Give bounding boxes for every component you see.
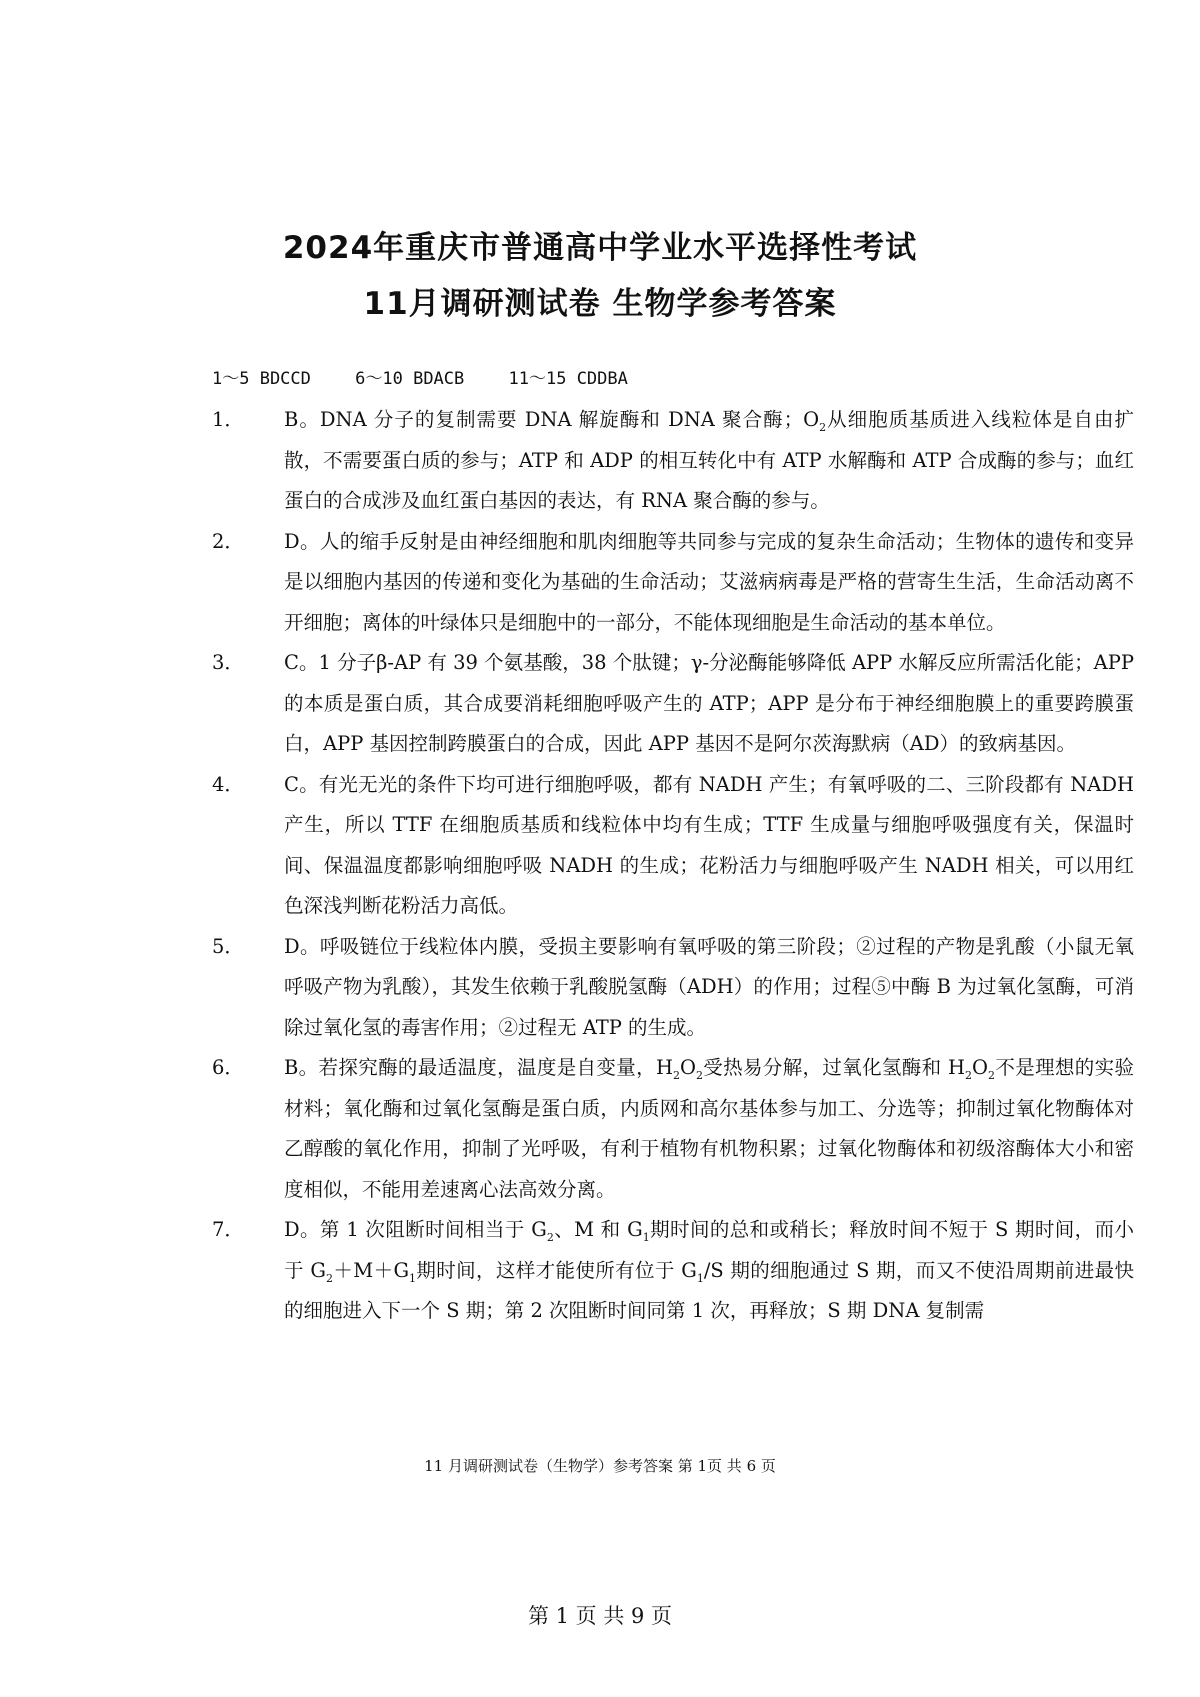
answer-item-number: 2． xyxy=(212,529,244,553)
answer-item-number: 7． xyxy=(212,1218,244,1241)
answer-item-number: 6． xyxy=(212,1056,244,1079)
answer-item xyxy=(212,400,1134,522)
answer-item-number: 1． xyxy=(212,408,244,431)
answer-item-text: D。呼吸链位于线粒体内膜，受损主要影响有氧呼吸的第三阶段；②过程的产物是乳酸（小鼠无氧呼吸产物为乳酸），其发生依赖于乳酸脱氢酶（ADH）的作用；过程⑤中酶 B 为过氧化氢酶，可消除过氧化氢的毒害作用；②过程无 ATP 的生成。 xyxy=(284,934,1134,1039)
answer-explanations xyxy=(212,400,1134,1332)
answer-item-text: D。第 1 次阻断时间相当于 $G_2$、M 和 $G_1$期时间的总和或稍长；释放时间不短于 S 期时间，而小于 $G_2+M+G_1$期时间，这样才能使所有位于 $G_1/S$ 期的细胞通过 S 期，而又不使沿周期前进最快的细胞进入下一个 S 期；第 2 次阻断时间同第 1 次，再释放；S 期 DNA 复制需 xyxy=(284,1218,1134,1322)
answer-key-group: 1～5 BDCCD xyxy=(212,369,311,389)
answer-item-text: C。1 分子β-AP 有 39 个氨基酸，38 个肽键；γ-分泌酶能够降低 APP 水解反应所需活化能；APP 的本质是蛋白质，其合成要消耗细胞呼吸产生的 ATP；APP 是分布于神经细胞膜上的重要跨膜蛋白，APP 基因控制跨膜蛋白的合成，因此 APP 基因不是阿尔茨海默病（AD）的致病基因。 xyxy=(284,651,1134,755)
answer-key-group: 6～10 BDACB xyxy=(355,369,465,389)
answer-item xyxy=(212,927,1134,1049)
answer-item-text: C。有光无光的条件下均可进行细胞呼吸，都有 NADH 产生；有氧呼吸的二、三阶段都有 NADH 产生，所以 TTF 在细胞质基质和线粒体中均有生成；TTF 生成量与细胞呼吸强度有关，保温时间、保温温度都影响细胞呼吸 NADH 的生成；花粉活力与细胞呼吸产生 NADH 相关，可以用红色深浅判断花粉活力高低。 xyxy=(284,772,1134,917)
answer-item-text: D。人的缩手反射是由神经细胞和肌肉细胞等共同参与完成的复杂生命活动；生物体的遗传和变异是以细胞内基因的传递和变化为基础的生命活动；艾滋病病毒是严格的营寄生生活，生命活动离不开细胞；离体的叶绿体只是细胞中的一部分，不能体现细胞是生命活动的基本单位。 xyxy=(284,529,1134,634)
answer-key-group: 11～15 CDDBA xyxy=(508,369,628,389)
page-indicator: 第 1 页 共 9 页 xyxy=(527,1604,673,1628)
answer-item xyxy=(212,765,1134,927)
page-title: 2024年重庆市普通高中学业水平选择性考试 xyxy=(282,230,918,266)
answer-item xyxy=(212,1210,1134,1332)
answer-key xyxy=(212,364,662,389)
answer-item xyxy=(212,522,1134,644)
answer-item-number: 5． xyxy=(212,934,244,958)
answer-item xyxy=(212,1048,1134,1210)
answer-item-text: B。若探究酶的最适温度，温度是自变量，$H_2O_2$受热易分解，过氧化氢酶和 $H_2O_2$不是理想的实验材料；氧化酶和过氧化氢酶是蛋白质，内质网和高尔基体参与加工、分选等；抑制过氧化物酶体对乙醇酸的氧化作用，抑制了光呼吸，有利于植物有机物积累；过氧化物酶体和初级溶酶体大小和密度相似，不能用差速离心法高效分离。 xyxy=(284,1056,1134,1201)
answer-item-text: B。DNA 分子的复制需要 DNA 解旋酶和 DNA 聚合酶；$O_2$从细胞质基质进入线粒体是自由扩散，不需要蛋白质的参与；ATP 和 ADP 的相互转化中有 ATP 水解酶和 ATP 合成酶的参与；血红蛋白的合成涉及血红蛋白基因的表达，有 RNA 聚合酶的参与。 xyxy=(284,408,1134,512)
page-footer: 11 月调研测试卷（生物学）参考答案 第 1页 共 6 页 xyxy=(424,1457,776,1475)
answer-item-number: 4． xyxy=(212,772,244,796)
answer-item-number: 3． xyxy=(212,651,244,674)
answer-item xyxy=(212,643,1134,765)
page-subtitle: 11月调研测试卷 生物学参考答案 xyxy=(363,286,837,322)
